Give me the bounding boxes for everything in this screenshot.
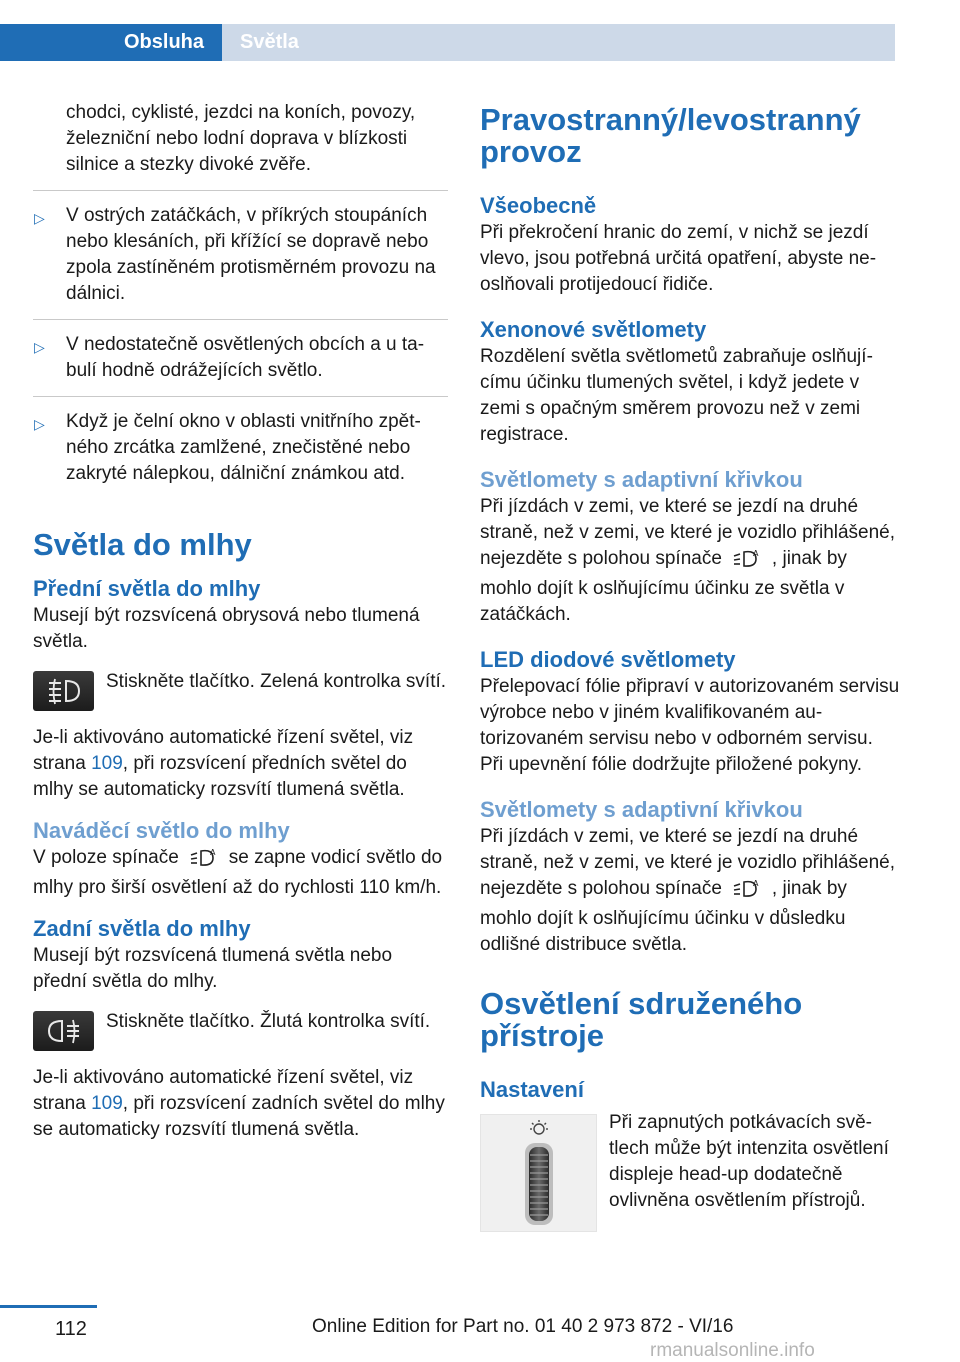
heading-traffic-side: Pravostranný/levostranný provoz	[480, 102, 861, 169]
triangle-right-icon: ▷	[34, 210, 45, 226]
triangle-right-icon: ▷	[34, 339, 45, 355]
front-fog-light-icon	[33, 671, 94, 711]
intro-tail-paragraph: chodci, cyklisté, jezdci na koních, povozy, železniční nebo lodní doprava v blízkosti silnice a stezky divoké zvěře.	[66, 102, 416, 175]
heading-general: Všeobecně	[480, 193, 597, 218]
setting-text: Při zapnutých potkávacích světlech může být intenzita osvětlení displeje head-up dodatečně ovlivněna osvětlením přístrojů.	[609, 1112, 889, 1211]
rear-fog-light-icon	[33, 1011, 94, 1051]
page-link-109[interactable]: 109	[91, 753, 123, 774]
instrument-lighting-dimmer-icon	[480, 1114, 597, 1232]
front-fog-auto-text: Je-li aktivováno automatické řízení světel, viz strana 109, při rozsvícení předních světel do mlhy se automaticky rozsvítí tlumená světla.	[33, 727, 414, 800]
auto-headlight-switch-icon	[732, 878, 762, 906]
svg-text:A: A	[752, 879, 759, 888]
bullet-item: ▷ V nedostatečně osvětlených obcích a u tabulí hodně odrážejících světlo.	[33, 319, 448, 396]
dimmer-row	[480, 1110, 900, 1232]
bullet-list	[33, 190, 448, 499]
rear-fog-text: Musejí být rozsvícená tlumená světla nebo přední světla do mlhy.	[33, 945, 393, 992]
header-subsection-tab: Světla	[222, 24, 895, 61]
auto-headlight-switch-icon	[732, 548, 762, 576]
guide-fog-text: V poloze spínače A se zapne vodicí světlo do mlhy pro širší osvětlení až do rychlosti 110 km/h.	[33, 847, 443, 898]
watermark: rmanualsonline.info	[650, 1340, 815, 1361]
xenon-text: Rozdělení světla světlometů zabraňuje oslňujícímu účinku tlumených světel, i když jedete v zemi s opačným směrem provozu než v zemi registrace.	[480, 346, 873, 445]
heading-led: LED diodové světlomety	[480, 647, 736, 672]
right-column	[480, 100, 900, 1232]
edition-text: Online Edition for Part no. 01 40 2 973 872 - VI/16	[312, 1316, 734, 1337]
general-text: Při překročení hranic do zemí, v nichž se jezdí vlevo, jsou potřebná určitá opatření, abyste neoslňovali protijedoucí řidiče.	[480, 222, 877, 295]
svg-text:A: A	[209, 848, 216, 857]
page-number: 112	[55, 1318, 87, 1340]
footer-rule	[0, 1305, 97, 1308]
heading-front-fog: Přední světla do mlhy	[33, 576, 261, 601]
heading-guide-fog: Naváděcí světlo do mlhy	[33, 818, 290, 843]
rear-fog-auto-text: Je-li aktivováno automatické řízení světel, viz strana 109, při rozsvícení zadních světel do mlhy se automaticky rozsvítí tlumená světla.	[33, 1067, 445, 1140]
rear-fog-button-row	[33, 1009, 448, 1051]
heading-rear-fog: Zadní světla do mlhy	[33, 916, 251, 941]
page-link-109[interactable]: 109	[91, 1093, 123, 1114]
heading-adaptive-2: Světlomety s adaptivní křivkou	[480, 797, 803, 822]
page-header	[0, 0, 895, 62]
heading-fog-lights: Světla do mlhy	[33, 527, 252, 562]
heading-setting: Nastavení	[480, 1077, 584, 1102]
bullet-item: ▷ Když je čelní okno v oblasti vnitřního zpětného zrcátka zamlžené, znečistěné nebo zakryté nálepkou, dálniční známkou atd.	[33, 396, 448, 499]
bullet-item: ▷ V ostrých zatáčkách, v příkrých stoupáních nebo klesáních, při křížící se dopravě nebo zpola zastíněném protisměrném provozu na dálnici.	[33, 190, 448, 319]
svg-text:A: A	[752, 549, 759, 558]
heading-instrument-lighting: Osvětlení sdruženého přístroje	[480, 986, 803, 1053]
adaptive-1-text: Při jízdách v zemi, ve které se jezdí na druhé straně, než v zemi, ve které je vozidlo přihlášené, nejezděte s polohou spínače A , jinak by mohlo dojít k oslňujícímu účinku ze světla v zatáčkách.	[480, 496, 896, 625]
front-fog-text: Musejí být rozsvícená obrysová nebo tlumená světla.	[33, 605, 420, 652]
rear-fog-button-instruction: Stiskněte tlačítko. Žlutá kontrolka svítí.	[106, 1011, 431, 1032]
heading-adaptive-1: Světlomety s adaptivní křivkou	[480, 467, 803, 492]
front-fog-button-instruction: Stiskněte tlačítko. Zelená kontrolka svítí.	[106, 671, 447, 692]
adaptive-2-text: Při jízdách v zemi, ve které se jezdí na druhé straně, než v zemi, ve které je vozidlo přihlášené, nejezděte s polohou spínače A , jinak by mohlo dojít k oslňujícímu účinku v důsledku odlišné distribuce světla.	[480, 826, 896, 955]
left-column	[33, 100, 448, 1143]
front-fog-button-row	[33, 669, 448, 711]
heading-xenon: Xenonové světlomety	[480, 317, 707, 342]
led-text: Přelepovací fólie připraví v autorizovaném servisu výrobce nebo v jiném kvalifikovaném autorizovaném servisu nebo v odborném servisu. Při upevnění fólie dodržujte přiložené pokyny.	[480, 676, 900, 775]
auto-headlight-switch-icon	[189, 847, 219, 875]
triangle-right-icon: ▷	[34, 416, 45, 432]
header-section-tab: Obsluha	[0, 24, 222, 61]
